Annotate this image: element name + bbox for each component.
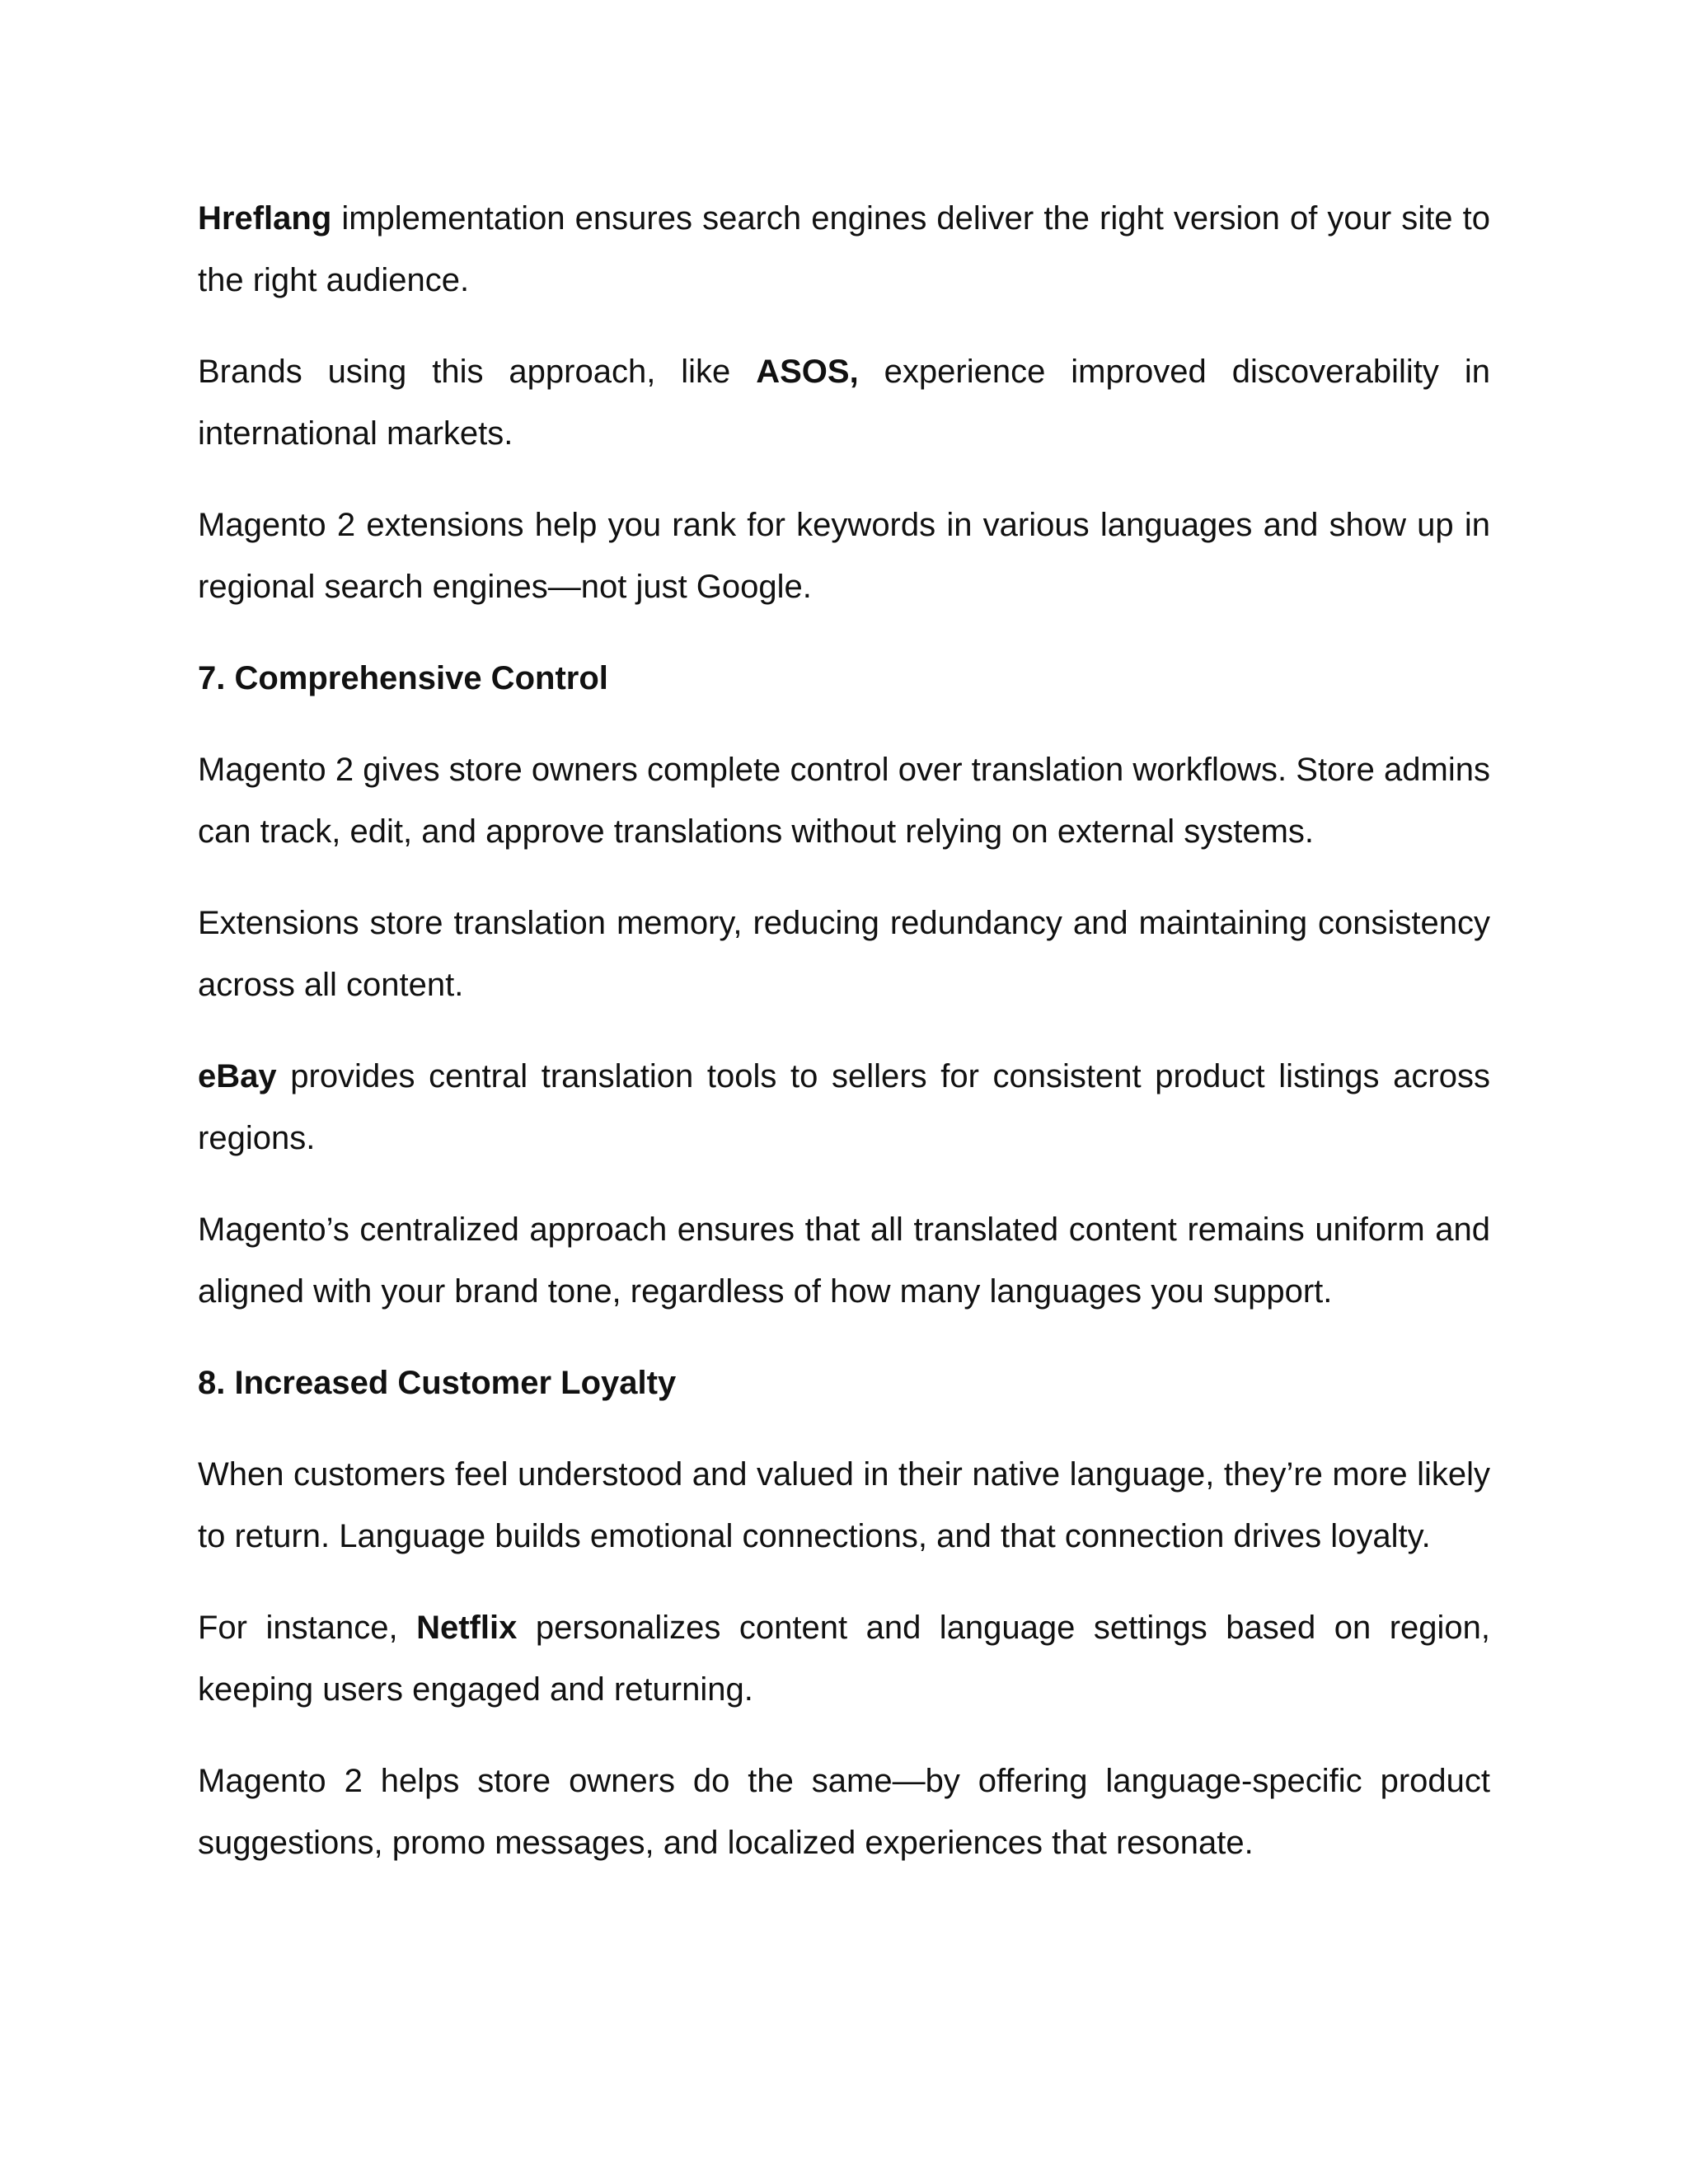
page-content xyxy=(198,188,1490,1874)
paragraph-centralized-approach xyxy=(198,1199,1490,1323)
paragraph-text: Brands using this approach, like xyxy=(198,354,757,390)
paragraph-magento-extensions xyxy=(198,494,1490,618)
paragraph-text: experience improved discoverability in international markets. xyxy=(198,354,1491,452)
section-heading-customer-loyalty: 8. Increased Customer Loyalty xyxy=(198,1365,677,1401)
paragraph-text: personalizes content and language settings based on region, keeping users engaged and returning. xyxy=(198,1610,1490,1708)
paragraph-magento-personalization xyxy=(198,1750,1490,1874)
paragraph-text: When customers feel understood and valued in their native language, they’re more likely to return. Language builds emotional connections, and that connection drives loyalty. xyxy=(198,1456,1490,1554)
bold-term-ebay: eBay xyxy=(198,1058,277,1094)
bold-term-asos: ASOS, xyxy=(756,354,859,390)
section-heading-comprehensive-control: 7. Comprehensive Control xyxy=(198,660,608,696)
paragraph-hreflang xyxy=(198,188,1490,312)
paragraph-native-language xyxy=(198,1444,1490,1568)
bold-term-netflix: Netflix xyxy=(416,1610,518,1646)
paragraph-text: Magento 2 extensions help you rank for keywords in various languages and show up in regional search engines—not just Google. xyxy=(198,507,1490,605)
paragraph-text: Extensions store translation memory, reducing redundancy and maintaining consistency across all content. xyxy=(198,905,1490,1003)
paragraph-control-workflows xyxy=(198,739,1490,863)
paragraph-netflix xyxy=(198,1597,1490,1721)
paragraph-text: Magento 2 helps store owners do the same—by offering language-specific product suggestions, promo messages, and localized experiences that resonate. xyxy=(198,1763,1490,1861)
paragraph-text: provides central translation tools to sellers for consistent product listings across regions. xyxy=(198,1058,1490,1156)
paragraph-text: Magento 2 gives store owners complete control over translation workflows. Store admins can track, edit, and approve translations without relying on external systems. xyxy=(198,752,1490,850)
paragraph-translation-memory xyxy=(198,893,1490,1016)
paragraph-text: implementation ensures search engines deliver the right version of your site to the right audience. xyxy=(198,200,1490,298)
paragraph-text: Magento’s centralized approach ensures that all translated content remains uniform and aligned with your brand tone, regardless of how many languages you support. xyxy=(198,1212,1490,1310)
paragraph-asos xyxy=(198,341,1490,465)
paragraph-text: For instance, xyxy=(198,1610,417,1646)
paragraph-ebay xyxy=(198,1046,1490,1169)
bold-term-hreflang: Hreflang xyxy=(198,200,332,237)
